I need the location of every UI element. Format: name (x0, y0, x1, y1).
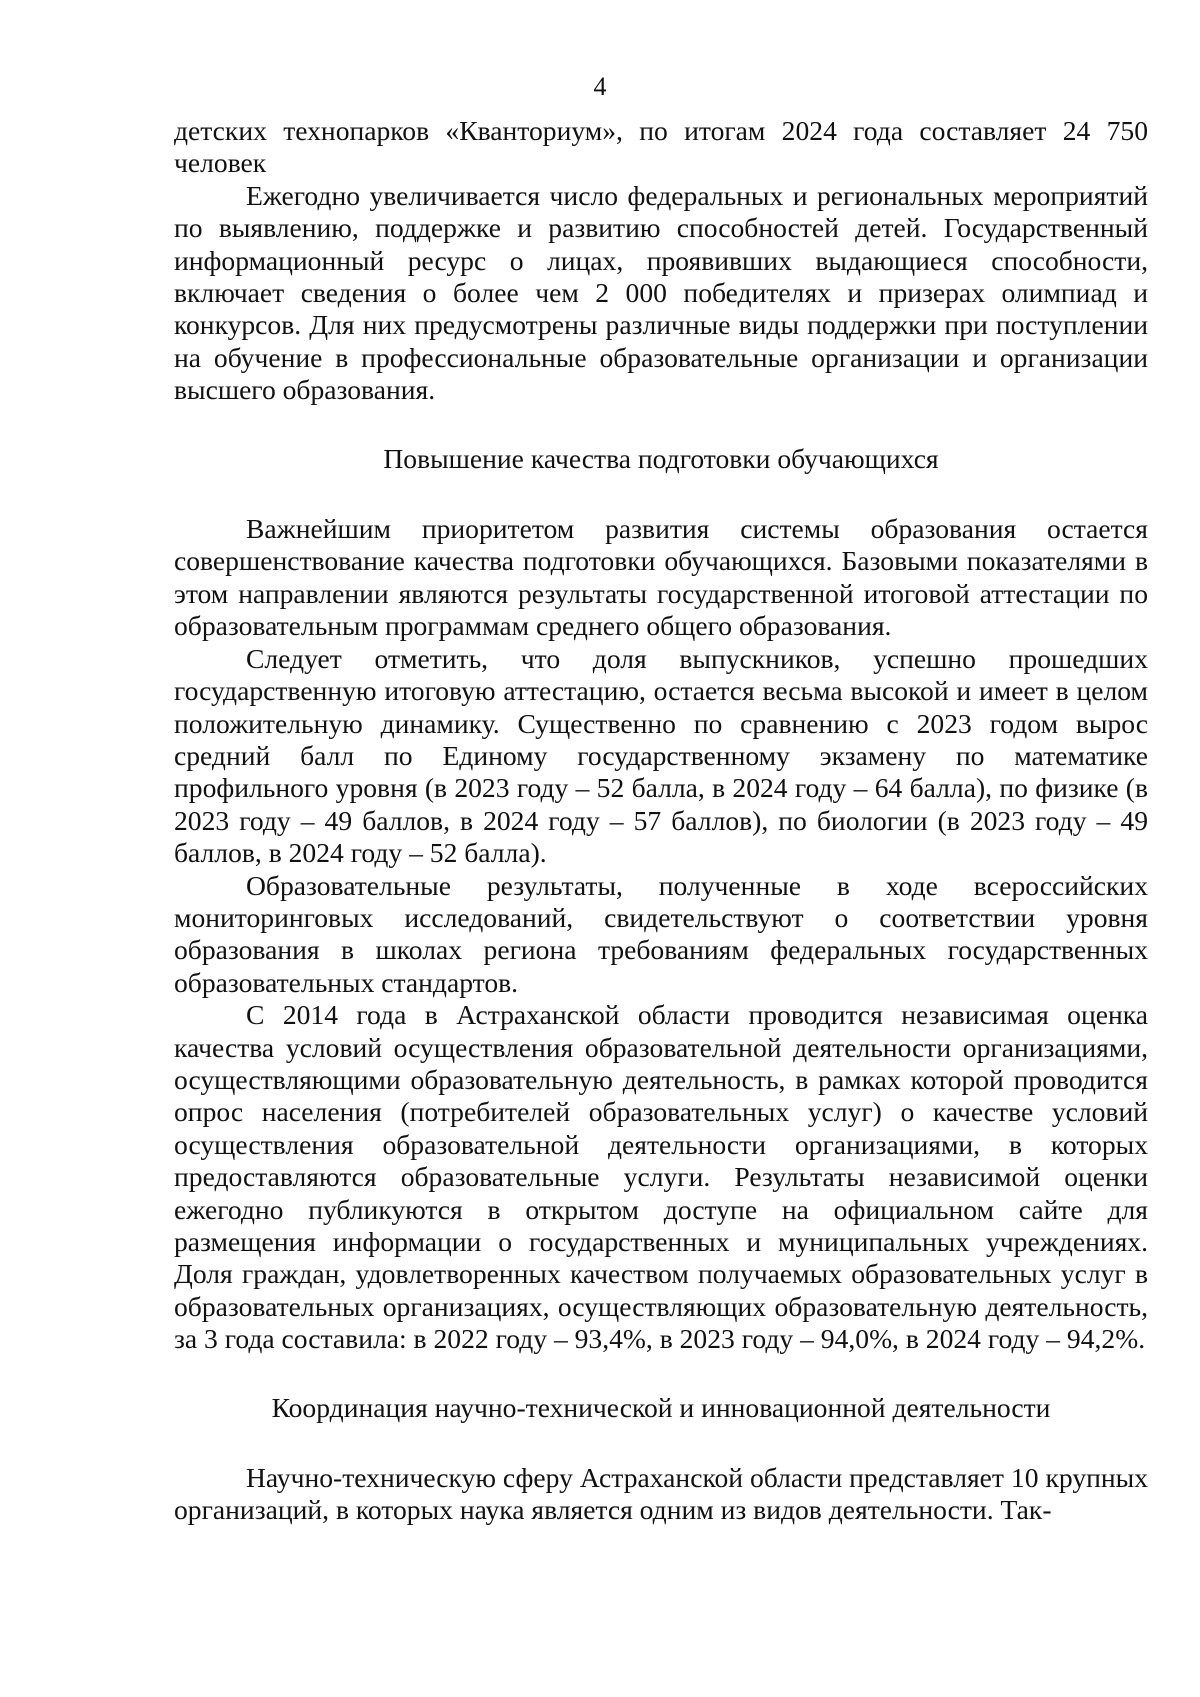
paragraph-olympiad-support: Ежегодно увеличивается число федеральных и региональных мероприятий по выявлению, поддержке и развитию способностей детей. Государственный информационный ресурс о лицах, проявивших выдающиеся способности, включает сведения о более чем 2 000 победителях и призерах олимпиад и конкурсов. Для них предусмотрены различные виды поддержки при поступлении на обучение в профессиональные образовательные организации и организации высшего образования. (174, 179, 1148, 406)
paragraph-exam-scores: Следует отметить, что доля выпускников, успешно прошедших государственную итоговую аттестацию, остается весьма высокой и имеет в целом положительную динамику. Существенно по сравнению с 2023 годом вырос средний балл по Единому государственному экзамену по математике профильного уровня (в 2023 году – 52 балла, в 2024 году – 64 балла), по физике (в 2023 году – 49 баллов, в 2024 году – 57 баллов), по биологии (в 2023 году – 49 баллов, в 2024 году – 52 балла). (174, 642, 1148, 869)
paragraph-priority: Важнейшим приоритетом развития системы образования остается совершенствование качества подготовки обучающихся. Базовыми показателями в этом направлении являются результаты государственной итоговой аттестации по образовательным программам среднего общего образования. (174, 513, 1148, 642)
section-heading-training-quality: Повышение качества подготовки обучающихся (383, 442, 939, 474)
section-heading-science-coordination: Координация научно-технической и инновационной деятельности (271, 1391, 1051, 1423)
paragraph-monitoring-results: Образовательные результаты, полученные в ходе всероссийских мониторинговых исследований, свидетельствуют о соответствии уровня образования в школах региона требованиям федеральных государственных образовательных стандартов. (174, 869, 1148, 998)
document-body (174, 115, 1148, 1527)
page-number: 4 (593, 72, 607, 101)
paragraph-science-sphere: Научно-техническую сферу Астраханской области представляет 10 крупных организаций, в которых наука является одним из видов деятельности. Так- (174, 1462, 1148, 1526)
paragraph-independent-assessment: С 2014 года в Астраханской области проводится независимая оценка качества условий осуществления образовательной деятельности организациями, осуществляющими образовательную деятельность, в рамках которой проводится опрос населения (потребителей образовательных услуг) о качестве условий осуществления образовательной деятельности организациями, в которых предоставляются образовательные услуги. Результаты независимой оценки ежегодно публикуются в открытом доступе на официальном сайте для размещения информации о государственных и муниципальных учреждениях. Доля граждан, удовлетворенных качеством получаемых образовательных услуг в образовательных организациях, осуществляющих образовательную деятельность, за 3 года составила: в 2022 году – 93,4%, в 2023 году – 94,0%, в 2024 году – 94,2%. (174, 999, 1148, 1355)
paragraph-continuation: детских технопарков «Кванториум», по итогам 2024 года составляет 24 750 человек (174, 115, 1148, 179)
